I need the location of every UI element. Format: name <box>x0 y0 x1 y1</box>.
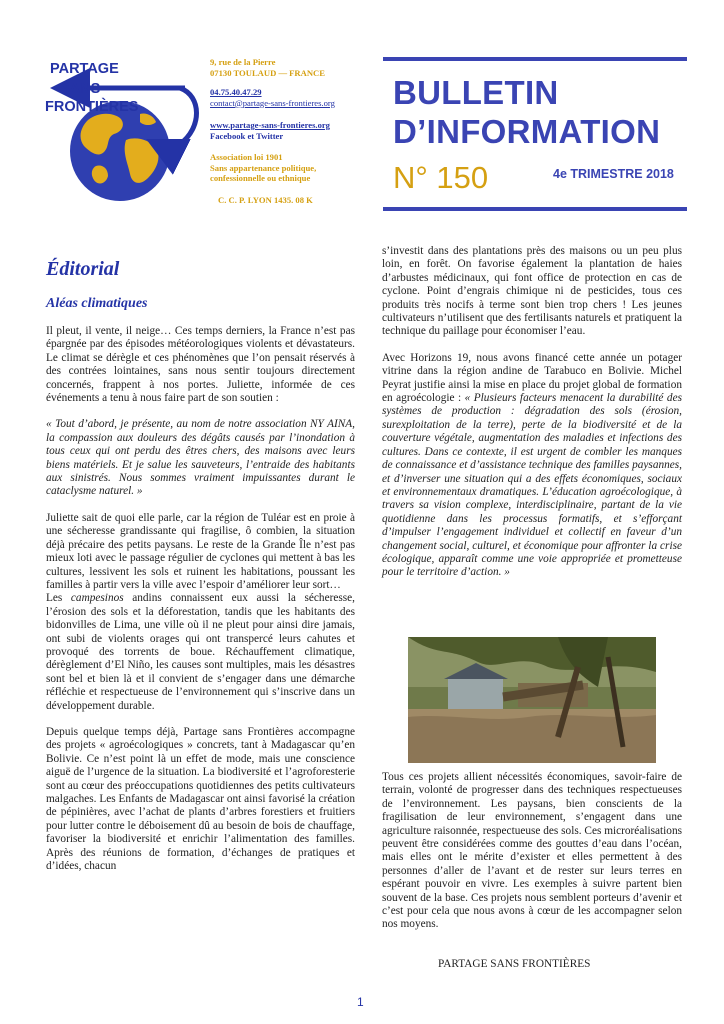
svg-text:SANS <box>60 81 101 97</box>
association-info <box>210 152 370 184</box>
assoc-line2: Sans appartenance politique, <box>210 162 317 173</box>
svg-text:PARTAGE <box>50 61 119 77</box>
right-column-continued <box>382 771 682 945</box>
contact-lines <box>210 87 370 108</box>
paragraph-text: andins connaissent eux aussi la sécheresse, l’érosion des sols et la déforestation, tandis que les habitants des bidonvilles de Lima, une ville où il ne pleut pour ainsi dire jamais, ont subi de violents orages qui ont transpercé leurs cahutes et provoqué des torrents de boue. Réchauffement climatique, dérèglement d’El Niño, les causes sont multiples, mais les désastres sont bel et bien là et il convient de s’engager dans une démarche réfléchie et respectueuse de l’environnement qui s’inscrive dans un développement durable. <box>46 592 355 712</box>
paragraph <box>382 352 682 580</box>
issue-number: N° 150 <box>393 160 489 195</box>
partage-sans-frontieres-logo <box>40 48 210 213</box>
paragraph: Tous ces projets allient nécessités économiques, savoir-faire de terrain, volonté de progresser dans des techniques respectueuses de l’environnement. Les paysans, bien conscients de la fragilisation de leur environnement, s’engagent dans une agriculture raisonnée, respectueuse des sols. Ces microréalisations peuvent être considérées comme des gouttes d’eau dans l’océan, mais elles ont le mérite d’exister et elles permettent à des personnes d’aller de l’avant et de rester sur leurs terres en espérant pouvoir en vivre. Les exemples à suivre partent bien souvent de la base. Ces projets nous semblent porteurs d’avenir et c’est pour cela que nous avons à cœur de les accompagner selon nos moyens. <box>382 771 682 931</box>
quote-paragraph: « Tout d’abord, je présente, au nom de notre association NY AINA, la compassion aux douleurs des dégâts causés par l’inondation à tous ceux qui ont perdu des êtres chers, des maisons avec leurs biens matériels. Et je salue les sauveteurs, l’entraide des habitants aux sinistrés. Nous sommes vraiment impuissantes durant le cataclysme naturel. » <box>46 418 355 498</box>
left-column <box>46 325 355 886</box>
logo-line1: PARTAGE <box>50 61 119 77</box>
paragraph <box>46 592 355 713</box>
flood-photo <box>408 637 656 763</box>
address-city: 07130 TOULAUD — FRANCE <box>210 67 325 78</box>
editorial-heading: Éditorial <box>46 258 120 280</box>
logo-line3: FRONTIÈRES <box>45 99 139 115</box>
paragraph: Il pleut, il vente, il neige… Ces temps derniers, la France n’est pas épargnée par des épisodes météorologiques violents et dévastateurs. Le climat se dérègle et ces phénomènes que l’on pensait réservés à des contrées lointaines, sans nous sentir toujours directement concernés, frappent à nos portes. Juliette, informée de ces événements a tenu à nous faire part de son soutien : <box>46 325 355 405</box>
right-column <box>382 245 682 593</box>
paragraph: s’investit dans des plantations près des maisons ou un peu plus loin, en forêt. On favorise également la plantation de haies d’arbustes médicinaux, qui font office de protection en cas de cyclone. Point d’engrais chimique ni de pesticides, tous ces produits très nocifs à terme sont bien trop chers ! Les jeunes cultivateurs n’utilisent que des fertilisants naturels et pratiquent la technique du paillage pour économiser l’eau. <box>382 245 682 338</box>
logo-line2: SANS <box>60 81 101 97</box>
social-text: Facebook et Twitter <box>210 130 284 141</box>
ccp-number: C. C. P. LYON 1435. 08 K <box>218 195 313 205</box>
trimester-label: 4e TRIMESTRE 2018 <box>553 167 674 181</box>
paragraph-emphasis: campesinos <box>70 592 124 605</box>
paragraph-text: Avec Horizons 19, nous avons financé cette année un potager vitrine dans la région andine de Tarabuco en Bolivie. Michel Peyrat justifie ainsi la mise en place du projet global de formation en agroécologie : <box>382 351 682 405</box>
email-link[interactable]: contact@partage-sans-frontieres.org <box>210 97 335 108</box>
signature: PARTAGE SANS FRONTIÈRES <box>438 958 591 970</box>
paragraph: Depuis quelque temps déjà, Partage sans Frontières accompagne des projets « agroécologiques » concrets, tant à Madagascar qu’en Bolivie. Ce n’est point là un effet de mode, mais une conscience aiguë de l’urgence de la situation. La biodiversité et l’agroforesterie sont au cœur des préoccupations quotidiennes des petits cultivateurs malgaches. Les Enfants de Madagascar ont ainsi favorisé la création de pépinières, avec l’achat de plants d’arbres forestiers et fruitiers pour lutter contre le déboisement dû au besoin de bois de chauffage, favoriser la biodiversité et enrichir l’alimentation des familles. Après des réunions de formation, d’échanges de pratiques et d’idées, chacun <box>46 725 355 873</box>
assoc-line3: confessionnelle ou ethnique <box>210 173 311 184</box>
phone-number: 04.75.40.47.29 <box>210 87 262 97</box>
bulletin-title-line2: D’INFORMATION <box>393 113 661 150</box>
website-link[interactable]: www.partage-sans-frontieres.org <box>210 120 330 130</box>
page-number: 1 <box>357 995 364 1009</box>
address-street: 9, rue de la Pierre <box>210 57 276 67</box>
paragraph: Juliette sait de quoi elle parle, car la région de Tuléar est en proie à une sécheresse grandissante qui fragilise, ô combien, la situation déjà précaire des petits paysans. Le reste de la Grande Île n’est pas mieux loti avec le passage régulier de cyclones qui mettent à bas les cultures, lessivent les sols et ruinent les habitations, poussant les familles à partir vers la ville avec l’espoir d’améliorer leur sort… <box>46 511 355 591</box>
quote-text: « Plusieurs facteurs menacent la durabilité des systèmes de production : dégradation des sols (érosion, surexploitation de la terre), perte de la biodiversité et de la couverture végétale, augmentation des maladies et infections des cultures. Dans ce contexte, il est urgent de combler les manques de connaissance et d’assistance technique des familles paysannes, et d’inverser une situation qui a des effets économiques, sociaux et environnementaux dramatiques. L’éducation agroécologique, à travers sa vision complexe, interdisciplinaire, partant de la vie quotidienne dans les processus formatifs, et s’efforçant d’impulser l’engagement individuel et collectif en faveur d’un changement social, culturel, et économique pour affronter la crise écologique, apparaît comme une voie appropriée et prometteuse pour le territoire d’action. » <box>382 392 682 579</box>
web-lines <box>210 120 370 141</box>
svg-text:FRONTIÈRES <box>45 98 139 115</box>
globe-icon <box>70 101 170 201</box>
bulletin-title-line1: BULLETIN <box>393 74 559 111</box>
assoc-line1: Association loi 1901 <box>210 152 283 162</box>
bulletin-title <box>393 73 660 151</box>
paragraph-text: Les <box>46 592 71 605</box>
editorial-subheading: Aléas climatiques <box>46 296 148 311</box>
contact-block <box>210 57 370 78</box>
